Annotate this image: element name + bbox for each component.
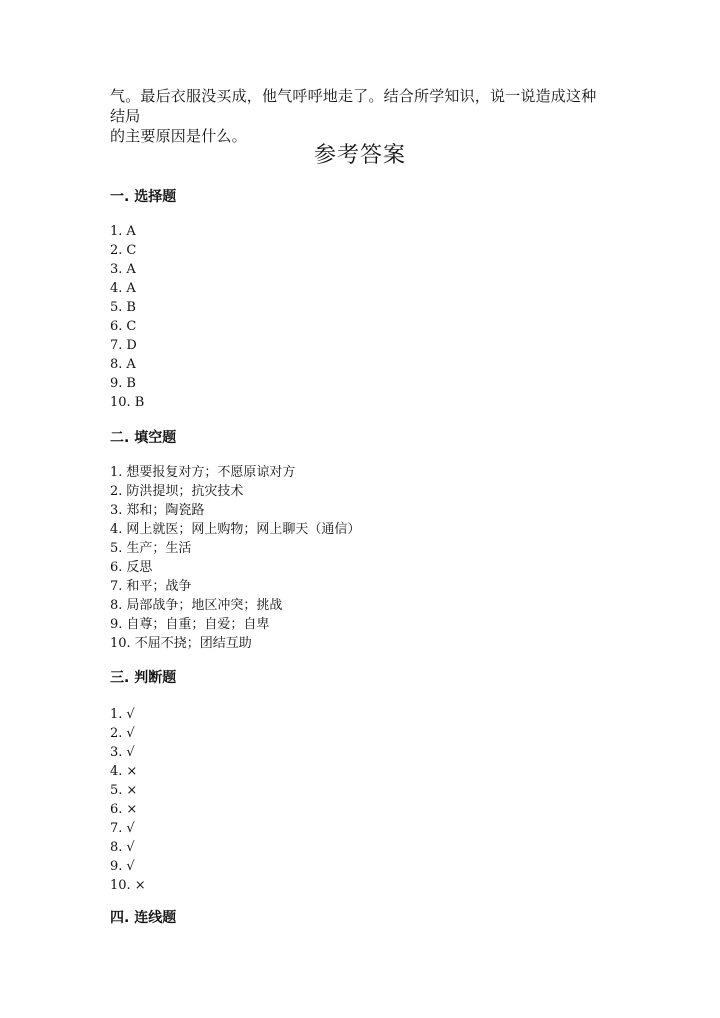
list-item: [110, 819, 146, 838]
item-number: 8.: [110, 598, 123, 613]
list-item: [110, 876, 146, 895]
item-number: 4.: [110, 281, 123, 296]
item-answer: √: [126, 707, 135, 722]
answer-list-judge: [110, 705, 146, 895]
item-answer: 反思: [126, 560, 153, 575]
item-number: 2.: [110, 243, 123, 258]
list-item: [110, 260, 144, 279]
list-item: [110, 482, 360, 501]
item-number: 7.: [110, 579, 123, 594]
item-answer: 自尊；自重；自爱；自卑: [126, 617, 270, 632]
list-item: [110, 279, 144, 298]
item-number: 10.: [110, 878, 131, 893]
item-answer: 生产；生活: [126, 541, 192, 556]
item-number: 3.: [110, 745, 123, 760]
item-number: 2.: [110, 726, 123, 741]
list-item: [110, 762, 146, 781]
item-answer: A: [126, 357, 136, 372]
list-item: [110, 298, 144, 317]
item-number: 6.: [110, 560, 123, 575]
item-answer: 局部战争；地区冲突；挑战: [126, 598, 283, 613]
page-title: 参考答案: [313, 143, 406, 168]
list-item: [110, 222, 144, 241]
item-number: 1.: [110, 224, 123, 239]
list-item: [110, 336, 144, 355]
item-number: 8.: [110, 840, 123, 855]
list-item: [110, 374, 144, 393]
item-number: 3.: [110, 503, 123, 518]
item-answer: √: [126, 859, 135, 874]
item-answer: ×: [126, 764, 138, 779]
item-number: 6.: [110, 802, 123, 817]
item-answer: B: [126, 376, 136, 391]
question-line: 气。最后衣服没买成，他气呼呼地走了。结合所学知识，说一说造成这种结局: [110, 87, 597, 125]
answer-list-choice: [110, 222, 144, 412]
item-answer: A: [126, 281, 136, 296]
item-number: 5.: [110, 783, 123, 798]
list-item: [110, 463, 360, 482]
item-number: 4.: [110, 522, 123, 537]
item-answer: C: [126, 243, 137, 258]
item-number: 2.: [110, 484, 123, 499]
item-number: 1.: [110, 707, 123, 722]
item-answer: D: [126, 338, 137, 353]
list-item: [110, 800, 146, 819]
item-number: 10.: [110, 636, 131, 651]
item-number: 5.: [110, 541, 123, 556]
list-item: [110, 539, 360, 558]
item-answer: 郑和；陶瓷路: [126, 503, 205, 518]
item-answer: A: [126, 262, 136, 277]
list-item: [110, 781, 146, 800]
list-item: [110, 743, 146, 762]
list-item: [110, 558, 360, 577]
list-item: [110, 596, 360, 615]
item-answer: 防洪提坝；抗灾技术: [126, 484, 244, 499]
section-heading-fill: 二. 填空题: [110, 430, 177, 446]
list-item: [110, 615, 360, 634]
item-number: 10.: [110, 395, 131, 410]
item-number: 7.: [110, 338, 123, 353]
list-item: [110, 634, 360, 653]
list-item: [110, 857, 146, 876]
item-answer: 想要报复对方；不愿原谅对方: [126, 465, 296, 480]
list-item: [110, 317, 144, 336]
section-heading-choice: 一. 选择题: [110, 189, 177, 205]
item-answer: 不屈不挠；团结互助: [134, 636, 252, 651]
list-item: [110, 520, 360, 539]
list-item: [110, 355, 144, 374]
list-item: [110, 838, 146, 857]
question-line: 的主要原因是什么。: [110, 127, 247, 145]
item-answer: √: [126, 745, 135, 760]
item-answer: √: [126, 840, 135, 855]
item-number: 3.: [110, 262, 123, 277]
item-answer: B: [126, 300, 136, 315]
list-item: [110, 393, 144, 412]
item-answer: A: [126, 224, 136, 239]
list-item: [110, 724, 146, 743]
item-answer: ×: [126, 783, 138, 798]
item-answer: ×: [126, 802, 138, 817]
item-number: 6.: [110, 319, 123, 334]
item-answer: √: [126, 726, 135, 741]
item-answer: 网上就医；网上购物；网上聊天（通信）: [126, 522, 361, 537]
item-answer: 和平；战争: [126, 579, 192, 594]
answer-list-fill: [110, 463, 360, 653]
item-answer: B: [134, 395, 145, 410]
item-number: 9.: [110, 376, 123, 391]
item-answer: ×: [134, 878, 146, 893]
item-number: 5.: [110, 300, 123, 315]
item-answer: √: [126, 821, 135, 836]
item-number: 4.: [110, 764, 123, 779]
question-text: [110, 86, 610, 146]
item-answer: C: [126, 319, 137, 334]
item-number: 8.: [110, 357, 123, 372]
section-heading-judge: 三. 判断题: [110, 670, 177, 686]
list-item: [110, 705, 146, 724]
list-item: [110, 241, 144, 260]
item-number: 1.: [110, 465, 123, 480]
item-number: 7.: [110, 821, 123, 836]
item-number: 9.: [110, 859, 123, 874]
item-number: 9.: [110, 617, 123, 632]
list-item: [110, 501, 360, 520]
section-heading-match: 四. 连线题: [110, 910, 177, 926]
list-item: [110, 577, 360, 596]
